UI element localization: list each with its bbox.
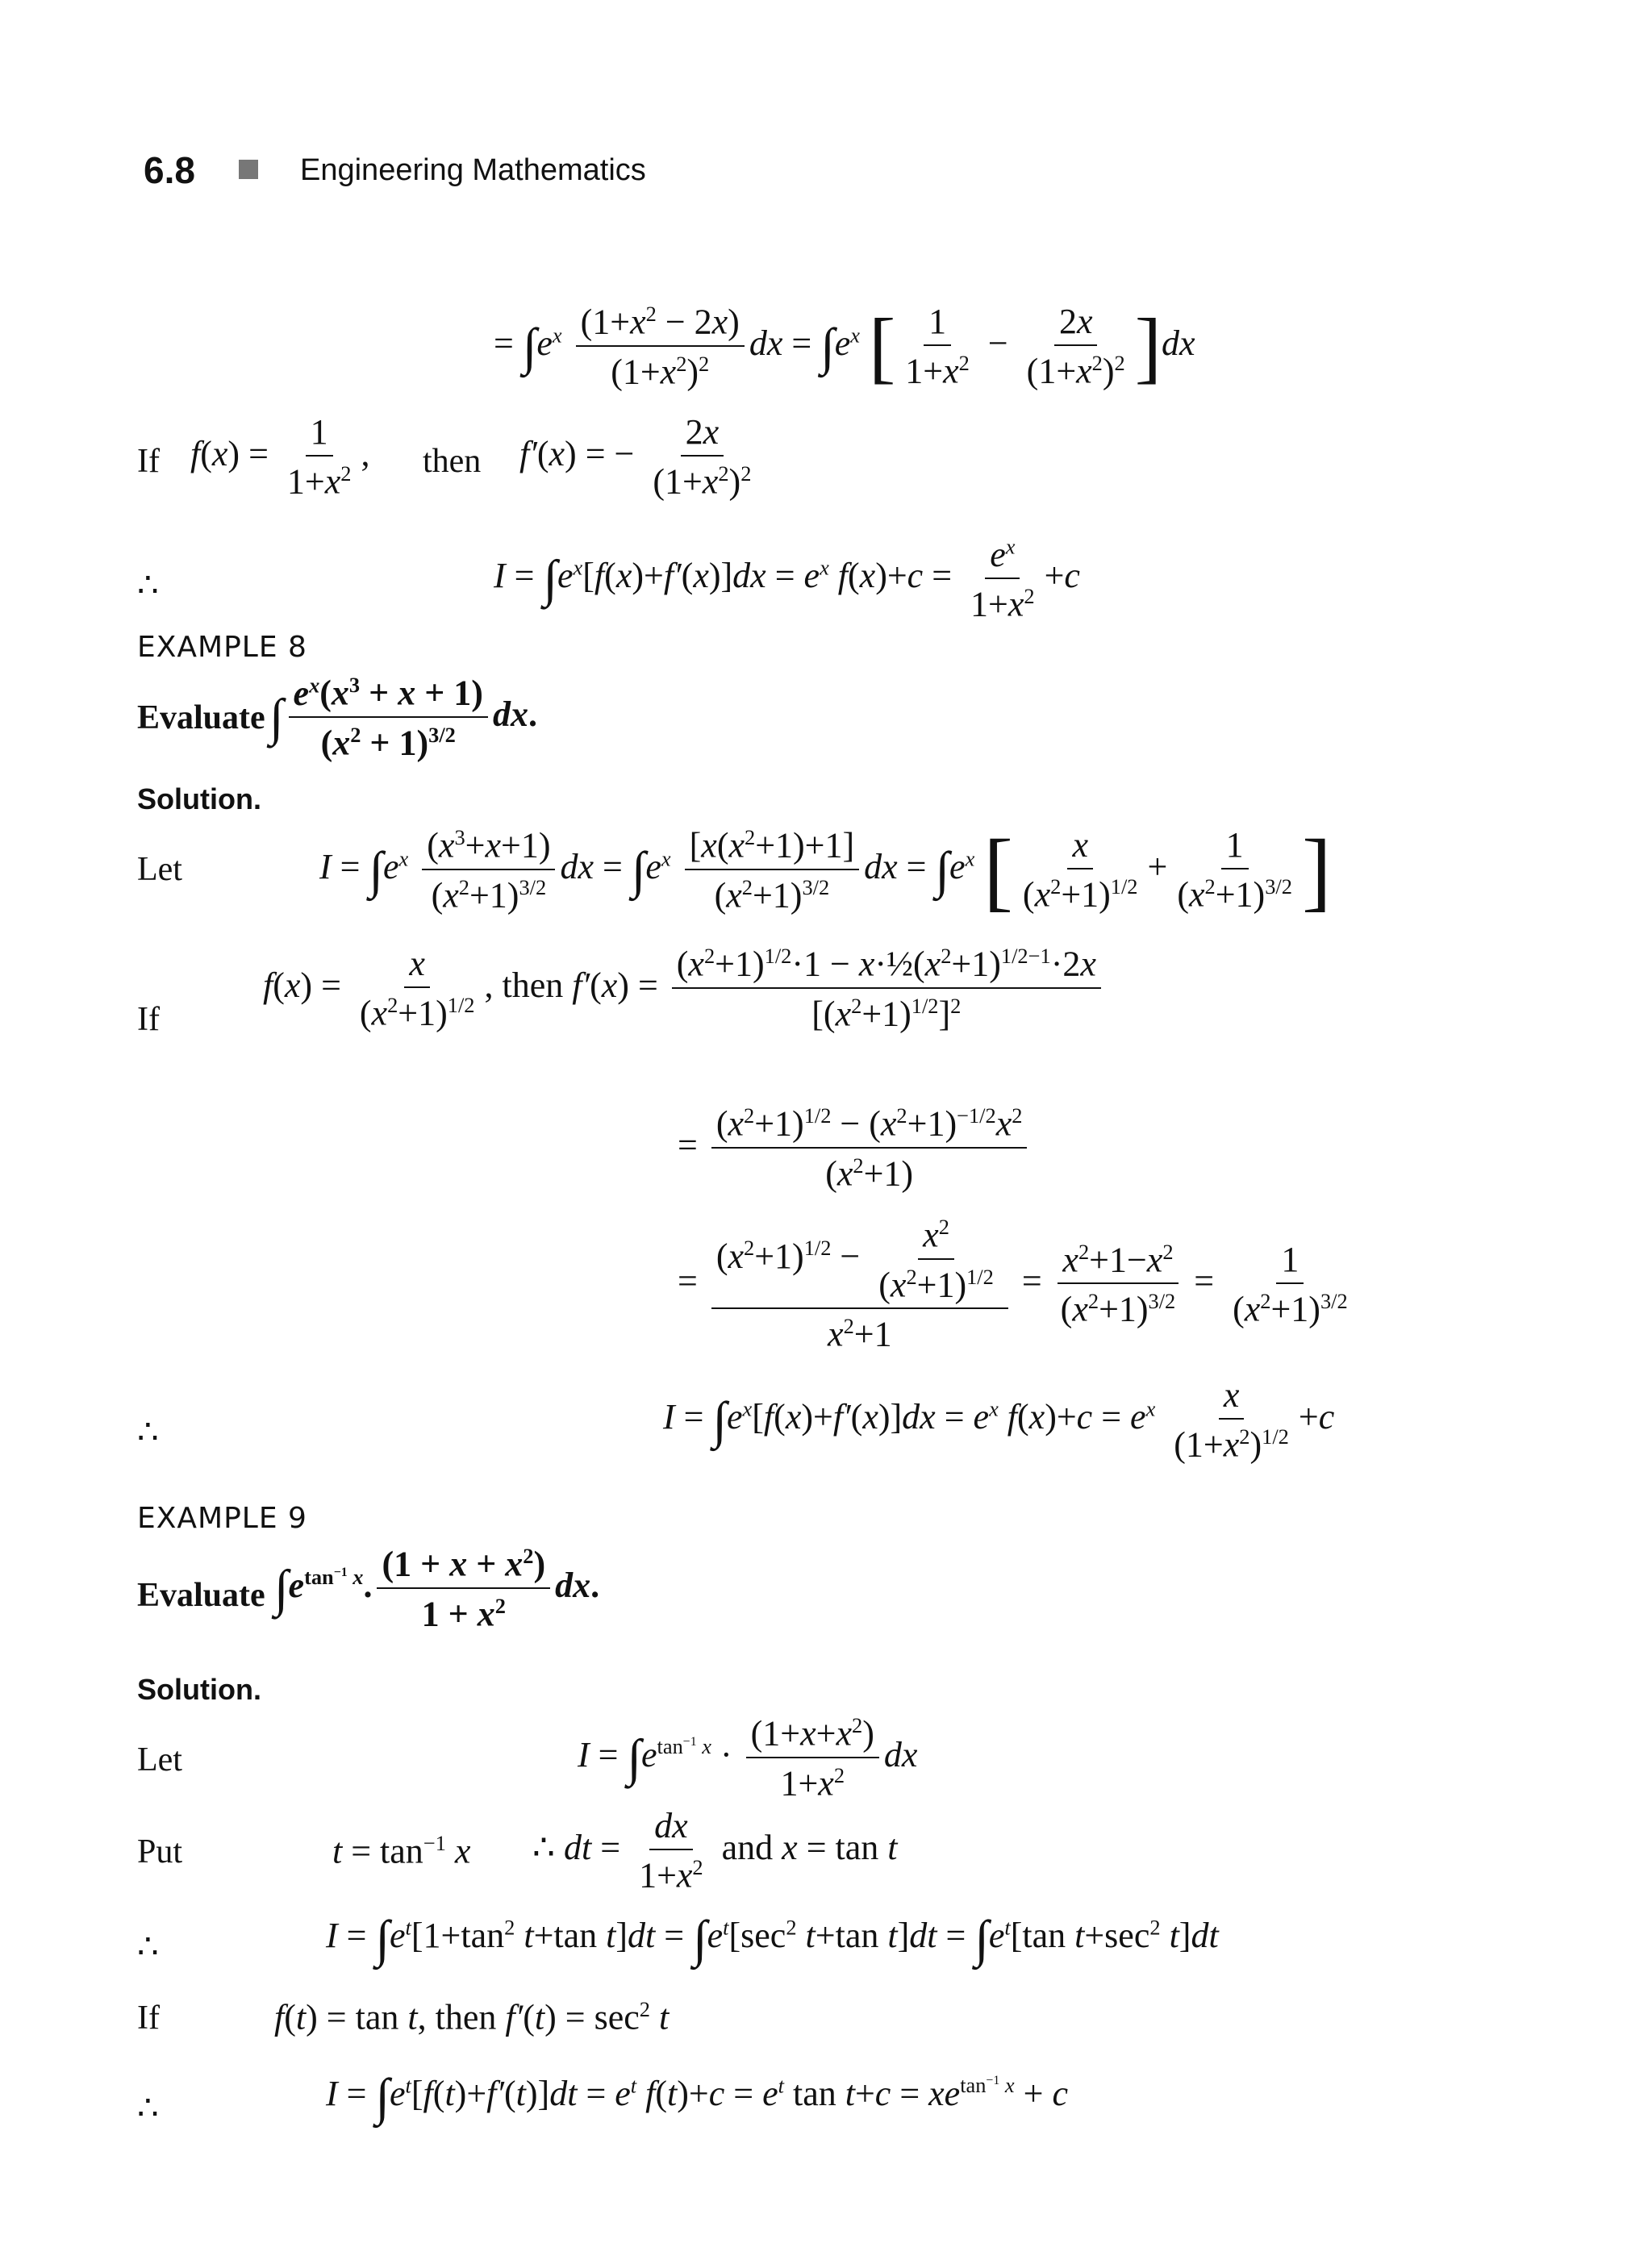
- therefore-symbol: ∴: [137, 1929, 159, 1966]
- if-label: If: [137, 2000, 160, 2037]
- derivative-step-3: = $(x^2+1)^{1/2}$ − $\frac{x^2}{(x^2+1)^{1/2}}$ $x^2+1$ = $\frac{x^2+1-x^2}{(x^2+1)^{3/2}}$ = $\frac{1}{(x^2+1)^{3/2}}$: [678, 1215, 1348, 1354]
- therefore-symbol: ∴: [137, 2090, 159, 2127]
- example-8-heading: EXAMPLE 8: [137, 631, 307, 664]
- book-title: Engineering Mathematics: [300, 153, 646, 187]
- if-label: If: [137, 1001, 160, 1038]
- evaluate-label: Evaluate: [137, 1577, 265, 1614]
- equation-line: [494, 303, 1195, 390]
- then-label: then: [423, 443, 482, 480]
- let-label: Let: [137, 851, 182, 888]
- let-equation: $I = \int e^x$ $\frac{(x^3+x+1)}{(x^2+1)^{3/2}}$ dx = $\int e^x$ $\frac{[x(x^2+1)+1]}{(x^2+1)^{3/2}}$ dx = $\int e^x$ [ $\frac{x}{(x^2+1)^{1/2}}$ + $\frac{1}{(x^2+1)^{3/2}}$ ]: [319, 821, 1332, 919]
- therefore-symbol: ∴: [137, 567, 159, 604]
- then-equation: f′(x) = − $\frac{2x}{(1+x^2)^2}$: [519, 412, 752, 502]
- square-bullet-icon: [239, 160, 258, 179]
- example-8-result: $I = \int e^x[f(x)+f'(x)]dx = e^x$ $f(x)+c = e^x$ $\frac{x}{(1+x^2)^{1/2}}$ +c: [663, 1375, 1335, 1465]
- if-equation: f(x) = $\frac{1}{1+x^2}$ ,: [190, 412, 370, 502]
- if-label: If: [137, 443, 160, 480]
- example-9-step-1: $I = \int e^t[1+\tan^2$ t+tan $t]dt = \int e^t[\sec^2$ t+tan $t]dt = \int e^t[\tan$ $t+\sec^2$ t]dt: [326, 1910, 1219, 1967]
- example-9-heading: EXAMPLE 9: [137, 1502, 307, 1535]
- derivative-step-2: = $\frac{(x^2+1)^{1/2} - (x^2+1)^{-1/2}x^2}{(x^2+1)}$: [678, 1105, 1032, 1191]
- result-equation: $I = \int e^x[f(x)+f'(x)]dx = e^x$ f(x)+c = $\frac{e^x}{1+x^2}$ +c: [494, 534, 1080, 624]
- derivative-equation: f(x) = $\frac{x}{(x^2+1)^{1/2}}$ , then f′(x) = $\frac{(x^2+1)^{1/2}\cdot 1 - x\cdot\frac{1}{2}(x^2+1)^{1/2-1}\cdot 2x}{[(x^2+1)^{1/2}]^2}$: [263, 945, 1106, 1032]
- example-9-solution-heading: Solution.: [137, 1673, 261, 1706]
- example-9-if-equation: f(t) = tan t, then $f'(t) = \sec^2 t$: [274, 1997, 670, 2037]
- put-differential: ∴ dt = $\frac{dx}{1+x^2}$ and x = tan t: [532, 1806, 898, 1895]
- put-label: Put: [137, 1833, 183, 1870]
- example-8-problem: ∫ $\frac{e^x(x^3 + x + 1)}{(x^2 + 1)^{3/2}}$ dx.: [269, 673, 537, 763]
- let-label: Let: [137, 1741, 182, 1779]
- let-equation: $I = \int e^{tan^{-1} x}$ · $\frac{(1+x+x^2)}{1+x^2}$ dx: [578, 1713, 918, 1804]
- equation-row: = $\int e^x$ $\frac{(1+x^2 - 2x)}{(1+x^2)^2}$ dx = $\int e^x$ [ $\frac{1}{1+x^2}$ − $\frac{2x}{(1+x^2)^2}$ ]dx: [494, 301, 1195, 392]
- page-number: 6.8: [144, 149, 195, 191]
- example-8-solution-heading: Solution.: [137, 782, 261, 815]
- put-substitution: $t = \tan^{-1} x$: [332, 1831, 471, 1871]
- evaluate-label: Evaluate: [137, 699, 265, 736]
- example-9-problem: $\int e^{tan^{-1} x}$. $\frac{(1 + x + x^2)}{1 + x^2}$ dx.: [274, 1544, 600, 1634]
- example-9-result: $I = \int e^t[f(t)+f'(t)]dt = e^t$ $f(t)+c = e^t$ $\tan t+c = xe^{tan^{-1} x} + c$: [326, 2068, 1068, 2125]
- therefore-symbol: ∴: [137, 1414, 159, 1451]
